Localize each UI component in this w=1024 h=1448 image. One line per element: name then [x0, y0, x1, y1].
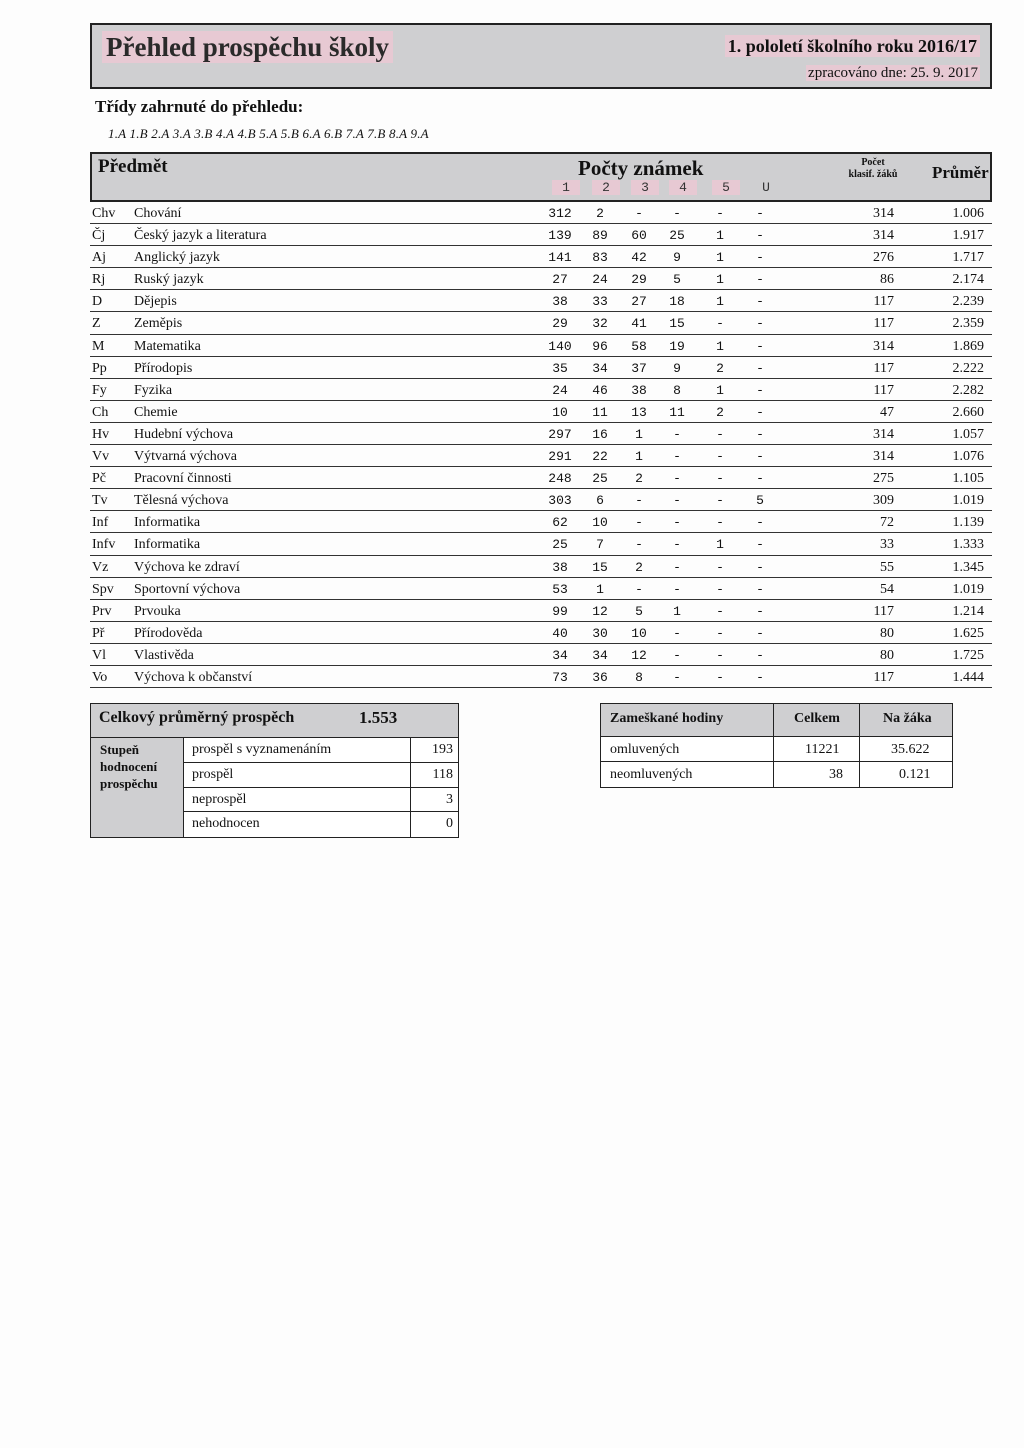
grade-u-count: -	[756, 360, 764, 376]
grade-5-count: 1	[716, 228, 724, 244]
table-row	[90, 202, 992, 224]
subject-abbr: Vz	[92, 559, 109, 575]
grade-2-count: 83	[592, 250, 608, 266]
absence-total: 38	[829, 767, 843, 782]
subject-name: Prvouka	[134, 603, 181, 619]
processed-date: zpracováno dne: 25. 9. 2017	[808, 65, 978, 81]
grade-1-count: 35	[552, 360, 568, 376]
grade-2-count: 24	[592, 272, 608, 288]
subject-name: Český jazyk a literatura	[134, 228, 267, 244]
pupil-count: 314	[873, 426, 894, 442]
pupil-count: 80	[880, 647, 894, 663]
pupil-count: 117	[873, 360, 894, 376]
subject-average: 2.239	[952, 294, 984, 310]
evaluation-row	[184, 763, 458, 788]
grade-3-count: 13	[631, 404, 647, 420]
table-row	[90, 290, 992, 312]
grade-4-count: -	[673, 206, 681, 221]
grade-3-count: 10	[631, 625, 647, 641]
absence-table	[600, 703, 953, 788]
grade-5-count: 1	[716, 537, 724, 553]
grade-1-count: 73	[552, 669, 568, 685]
grade-4-header: 4	[669, 180, 697, 195]
grade-2-count: 25	[592, 471, 608, 487]
grade-2-count: 89	[592, 228, 608, 244]
evaluation-count: 0	[446, 816, 453, 832]
grade-1-count: 141	[548, 250, 572, 266]
grade-5-count: -	[716, 426, 724, 442]
grade-2-count: 34	[592, 360, 608, 376]
col-grade-counts: Počty známek	[578, 156, 704, 180]
grade-5-count: -	[716, 449, 724, 465]
grade-1-count: 27	[552, 272, 568, 288]
overall-average-label: Celkový průměrný prospěch	[99, 709, 295, 726]
subject-average: 1.105	[952, 471, 984, 487]
grade-1-count: 291	[548, 449, 572, 465]
subject-abbr: Tv	[92, 493, 108, 509]
grade-4-count: 11	[669, 404, 685, 420]
pupil-count: 86	[880, 272, 894, 288]
subject-abbr: D	[92, 294, 103, 310]
grade-5-count: -	[716, 515, 724, 531]
grade-1-count: 312	[548, 206, 572, 221]
school-term: 1. pololetí školního roku 2016/17	[725, 35, 980, 57]
grade-1-count: 297	[548, 426, 572, 442]
grade-4-count: -	[673, 559, 681, 575]
pupil-count: 72	[880, 515, 894, 531]
grade-u-count: -	[756, 426, 764, 442]
pupil-count: 314	[873, 449, 894, 465]
table-row	[90, 401, 992, 423]
table-row	[90, 445, 992, 467]
grade-u-count: -	[756, 316, 764, 332]
grade-1-count: 40	[552, 625, 568, 641]
col-missed-hours: Zameškané hodiny	[610, 711, 724, 726]
subject-abbr: Vv	[92, 449, 110, 465]
subject-average: 1.019	[952, 493, 984, 509]
grade-scale	[552, 180, 788, 198]
grade-1-count: 62	[552, 515, 568, 531]
grade-3-count: 2	[635, 559, 643, 575]
grade-2-count: 15	[592, 559, 608, 575]
grade-u-count: -	[756, 647, 764, 663]
grade-4-count: -	[673, 647, 681, 663]
grade-u-count: -	[756, 404, 764, 420]
subject-name: Výtvarná výchova	[134, 449, 238, 465]
pupil-count: 54	[880, 581, 894, 597]
evaluation-count: 193	[432, 742, 453, 757]
subject-name: Informatika	[134, 515, 201, 531]
classes-list: 1.A 1.B 2.A 3.A 3.B 4.A 4.B 5.A 5.B 6.A 6.B 7.A 7.B 8.A 9.A	[108, 126, 429, 141]
grade-3-count: -	[635, 493, 643, 509]
subject-name: Chemie	[134, 404, 178, 420]
subject-abbr: Inf	[92, 515, 109, 531]
col-total: Celkem	[794, 711, 840, 726]
subject-name: Přírodověda	[134, 625, 203, 641]
grade-u-count: -	[756, 471, 764, 487]
pupil-count: 117	[873, 382, 894, 398]
grade-1-count: 303	[548, 493, 572, 509]
grade-1-count: 140	[548, 338, 572, 354]
table-row	[90, 489, 992, 511]
grade-u-count: -	[756, 537, 764, 553]
subject-average: 1.444	[952, 669, 984, 685]
pupil-count: 117	[873, 603, 894, 619]
evaluation-row	[184, 812, 458, 837]
grade-3-count: 12	[631, 647, 647, 663]
subject-abbr: M	[92, 338, 105, 354]
grade-1-header: 1	[552, 180, 580, 195]
grade-u-count: -	[756, 250, 764, 266]
grade-u-count: -	[756, 559, 764, 575]
evaluation-label: prospěl s vyznamenáním	[192, 742, 332, 757]
grade-1-count: 248	[548, 471, 572, 487]
grade-u-count: -	[756, 338, 764, 354]
subject-table-header	[90, 152, 992, 202]
grade-3-count: -	[635, 581, 643, 597]
pupil-count: 55	[880, 559, 894, 575]
grade-1-count: 139	[548, 228, 572, 244]
grade-2-header: 2	[592, 180, 620, 195]
subject-name: Výchova ke zdraví	[134, 559, 240, 575]
grade-5-count: 1	[716, 382, 724, 398]
subject-name: Hudební výchova	[134, 426, 234, 442]
report-header	[90, 23, 992, 89]
grade-5-count: 1	[716, 294, 724, 310]
subject-name: Fyzika	[134, 382, 173, 398]
col-average: Průměr	[932, 163, 989, 182]
grade-3-count: 29	[631, 272, 647, 288]
grade-u-count: -	[756, 603, 764, 619]
table-row	[90, 246, 992, 268]
grade-1-count: 24	[552, 382, 568, 398]
subject-average: 1.345	[952, 559, 984, 575]
grade-4-count: -	[673, 449, 681, 465]
grade-u-count: -	[756, 206, 764, 221]
subject-average: 2.174	[952, 272, 984, 288]
pupil-count: 276	[873, 250, 894, 266]
subject-average: 1.869	[952, 338, 984, 354]
absence-per-pupil: 0.121	[899, 767, 931, 782]
grade-5-count: -	[716, 559, 724, 575]
subject-average: 1.725	[952, 647, 984, 663]
pupil-count: 117	[873, 669, 894, 685]
col-subject: Předmět	[98, 156, 168, 177]
grade-2-count: 32	[592, 316, 608, 332]
grade-u-count: -	[756, 272, 764, 288]
subject-name: Chování	[134, 206, 182, 221]
table-row	[90, 335, 992, 357]
subject-abbr: Chv	[92, 206, 116, 221]
grade-4-count: -	[673, 515, 681, 531]
grade-3-count: 5	[635, 603, 643, 619]
table-row	[90, 423, 992, 445]
pupil-count: 117	[873, 294, 894, 310]
grade-5-count: -	[716, 493, 724, 509]
evaluation-rows	[184, 738, 458, 837]
grade-1-count: 38	[552, 294, 568, 310]
subject-abbr: Vl	[92, 647, 106, 663]
pupil-count: 117	[873, 316, 894, 332]
grade-3-count: 1	[635, 426, 643, 442]
table-row	[90, 357, 992, 379]
subject-abbr: Aj	[92, 250, 106, 266]
grade-5-count: 1	[716, 250, 724, 266]
subject-average: 1.139	[952, 515, 984, 531]
subject-name: Tělesná výchova	[134, 493, 229, 509]
table-row	[90, 622, 992, 644]
grade-3-count: 38	[631, 382, 647, 398]
absence-per-pupil: 35.622	[891, 742, 930, 757]
subject-abbr: Prv	[92, 603, 112, 619]
subject-name: Sportovní výchova	[134, 581, 241, 597]
subject-average: 1.019	[952, 581, 984, 597]
grade-2-count: 11	[592, 404, 608, 420]
table-row	[90, 666, 992, 688]
grade-4-count: -	[673, 625, 681, 641]
grade-5-count: -	[716, 625, 724, 641]
subject-name: Přírodopis	[134, 360, 193, 376]
grade-2-count: 36	[592, 669, 608, 685]
grade-5-count: 2	[716, 360, 724, 376]
col-count: Počet klasif. žáků	[848, 157, 898, 180]
subject-abbr: Rj	[92, 272, 106, 288]
col-per-pupil: Na žáka	[883, 711, 932, 726]
grade-2-count: 96	[592, 338, 608, 354]
evaluation-row	[184, 788, 458, 813]
grade-u-count: -	[756, 669, 764, 685]
grade-2-count: 22	[592, 449, 608, 465]
table-row	[90, 224, 992, 246]
grade-5-count: -	[716, 669, 724, 685]
grade-4-count: -	[673, 426, 681, 442]
grade-4-count: -	[673, 493, 681, 509]
grade-u-count: -	[756, 449, 764, 465]
grade-4-count: 19	[669, 338, 685, 354]
subject-abbr: Infv	[92, 537, 116, 553]
table-row	[90, 533, 992, 555]
grade-2-count: 33	[592, 294, 608, 310]
grade-3-count: 58	[631, 338, 647, 354]
grade-3-count: -	[635, 206, 643, 221]
table-row	[90, 600, 992, 622]
pupil-count: 47	[880, 404, 894, 420]
pupil-count: 309	[873, 493, 894, 509]
grade-4-count: -	[673, 581, 681, 597]
subject-abbr: Hv	[92, 426, 110, 442]
subject-name: Matematika	[134, 338, 201, 354]
grade-u-count: -	[756, 625, 764, 641]
evaluation-count: 3	[446, 791, 453, 807]
subject-average: 2.282	[952, 382, 984, 398]
grade-4-count: 15	[669, 316, 685, 332]
grade-4-count: 1	[673, 603, 681, 619]
pupil-count: 314	[873, 206, 894, 221]
grade-u-count: -	[756, 228, 764, 244]
grade-3-count: -	[635, 537, 643, 553]
grade-5-header: 5	[712, 180, 740, 195]
grade-3-count: 60	[631, 228, 647, 244]
table-row	[90, 556, 992, 578]
pupil-count: 33	[880, 537, 894, 553]
grade-5-count: 1	[716, 272, 724, 288]
absence-row	[601, 737, 952, 762]
absence-row	[601, 762, 952, 787]
grade-2-count: 6	[596, 493, 604, 509]
grade-4-count: -	[673, 471, 681, 487]
subject-abbr: Spv	[92, 581, 114, 597]
absence-type: omluvených	[610, 742, 680, 757]
grade-u-count: 5	[756, 493, 764, 509]
grade-3-header: 3	[631, 180, 659, 195]
subject-average: 2.222	[952, 360, 984, 376]
grade-4-count: 8	[673, 382, 681, 398]
pupil-count: 314	[873, 228, 894, 244]
grade-3-count: 42	[631, 250, 647, 266]
report-title: Přehled prospěchu školy	[102, 31, 393, 63]
subject-name: Zeměpis	[134, 316, 183, 332]
grade-2-count: 12	[592, 603, 608, 619]
subject-average: 1.333	[952, 537, 984, 553]
grade-1-count: 29	[552, 316, 568, 332]
grade-4-count: 18	[669, 294, 685, 310]
table-row	[90, 511, 992, 533]
grade-4-count: -	[673, 537, 681, 553]
overall-average-bar	[91, 704, 458, 738]
grade-evaluation-label: Stupeň hodnocení prospěchu	[91, 738, 184, 837]
grade-1-count: 38	[552, 559, 568, 575]
subject-average: 1.057	[952, 426, 984, 442]
grade-3-count: 37	[631, 360, 647, 376]
grade-2-count: 34	[592, 647, 608, 663]
table-row	[90, 644, 992, 666]
grade-3-count: -	[635, 515, 643, 531]
evaluation-row	[184, 738, 458, 763]
grade-3-count: 8	[635, 669, 643, 685]
table-row	[90, 578, 992, 600]
grade-5-count: -	[716, 647, 724, 663]
grade-1-count: 25	[552, 537, 568, 553]
grade-3-count: 2	[635, 471, 643, 487]
overall-summary	[90, 703, 459, 838]
grade-u-header: U	[762, 180, 770, 195]
grade-5-count: 2	[716, 404, 724, 420]
subject-abbr: Př	[92, 625, 105, 641]
grade-4-count: -	[673, 669, 681, 685]
table-row	[90, 312, 992, 334]
grade-4-count: 25	[669, 228, 685, 244]
grade-1-count: 34	[552, 647, 568, 663]
subject-average: 1.717	[952, 250, 984, 266]
grade-5-count: -	[716, 471, 724, 487]
table-row	[90, 379, 992, 401]
grade-4-count: 9	[673, 360, 681, 376]
grade-2-count: 1	[596, 581, 604, 597]
subject-abbr: Z	[92, 316, 101, 332]
table-row	[90, 467, 992, 489]
grade-4-count: 9	[673, 250, 681, 266]
grade-1-count: 99	[552, 603, 568, 619]
pupil-count: 275	[873, 471, 894, 487]
subject-name: Dějepis	[134, 294, 177, 310]
subject-abbr: Pč	[92, 471, 106, 487]
subject-average: 1.625	[952, 625, 984, 641]
absence-table-header	[601, 704, 952, 737]
grade-1-count: 10	[552, 404, 568, 420]
subject-name: Výchova k občanství	[134, 669, 253, 685]
evaluation-label: prospěl	[192, 766, 234, 782]
subject-abbr: Čj	[92, 228, 106, 244]
subject-name: Anglický jazyk	[134, 250, 220, 266]
subject-abbr: Ch	[92, 404, 109, 420]
overall-average-value: 1.553	[359, 708, 398, 727]
grade-3-count: 1	[635, 449, 643, 465]
subject-abbr: Vo	[92, 669, 108, 685]
grade-1-count: 53	[552, 581, 568, 597]
grade-u-count: -	[756, 515, 764, 531]
grade-2-count: 46	[592, 382, 608, 398]
grade-5-count: -	[716, 581, 724, 597]
grade-5-count: -	[716, 316, 724, 332]
subject-average: 2.660	[952, 404, 984, 420]
table-row	[90, 268, 992, 290]
pupil-count: 80	[880, 625, 894, 641]
evaluation-count: 118	[432, 766, 453, 782]
subject-abbr: Pp	[92, 360, 107, 376]
grade-2-count: 2	[596, 206, 604, 221]
subject-name: Ruský jazyk	[134, 272, 204, 288]
grade-5-count: -	[716, 206, 724, 221]
absence-type: neomluvených	[610, 767, 693, 782]
grade-5-count: 1	[716, 338, 724, 354]
absence-total: 11221	[805, 742, 840, 757]
subject-average: 1.076	[952, 449, 984, 465]
grade-u-count: -	[756, 581, 764, 597]
grade-4-count: 5	[673, 272, 681, 288]
grade-u-count: -	[756, 294, 764, 310]
subject-abbr: Fy	[92, 382, 107, 398]
subject-average: 1.214	[952, 603, 984, 619]
classes-heading: Třídy zahrnuté do přehledu:	[95, 97, 304, 116]
subject-name: Informatika	[134, 537, 201, 553]
subject-average: 2.359	[952, 316, 984, 332]
pupil-count: 314	[873, 338, 894, 354]
grade-2-count: 10	[592, 515, 608, 531]
subject-table-body	[90, 202, 992, 688]
grade-2-count: 7	[596, 537, 604, 553]
grade-5-count: -	[716, 603, 724, 619]
evaluation-label: neprospěl	[192, 791, 247, 807]
grade-2-count: 16	[592, 426, 608, 442]
evaluation-label: nehodnocen	[192, 816, 260, 832]
subject-average: 1.917	[952, 228, 984, 244]
subject-average: 1.006	[952, 206, 984, 221]
grade-3-count: 27	[631, 294, 647, 310]
grade-2-count: 30	[592, 625, 608, 641]
subject-name: Vlastivěda	[134, 647, 194, 663]
subject-name: Pracovní činnosti	[134, 471, 232, 487]
grade-u-count: -	[756, 382, 764, 398]
grade-3-count: 41	[631, 316, 647, 332]
